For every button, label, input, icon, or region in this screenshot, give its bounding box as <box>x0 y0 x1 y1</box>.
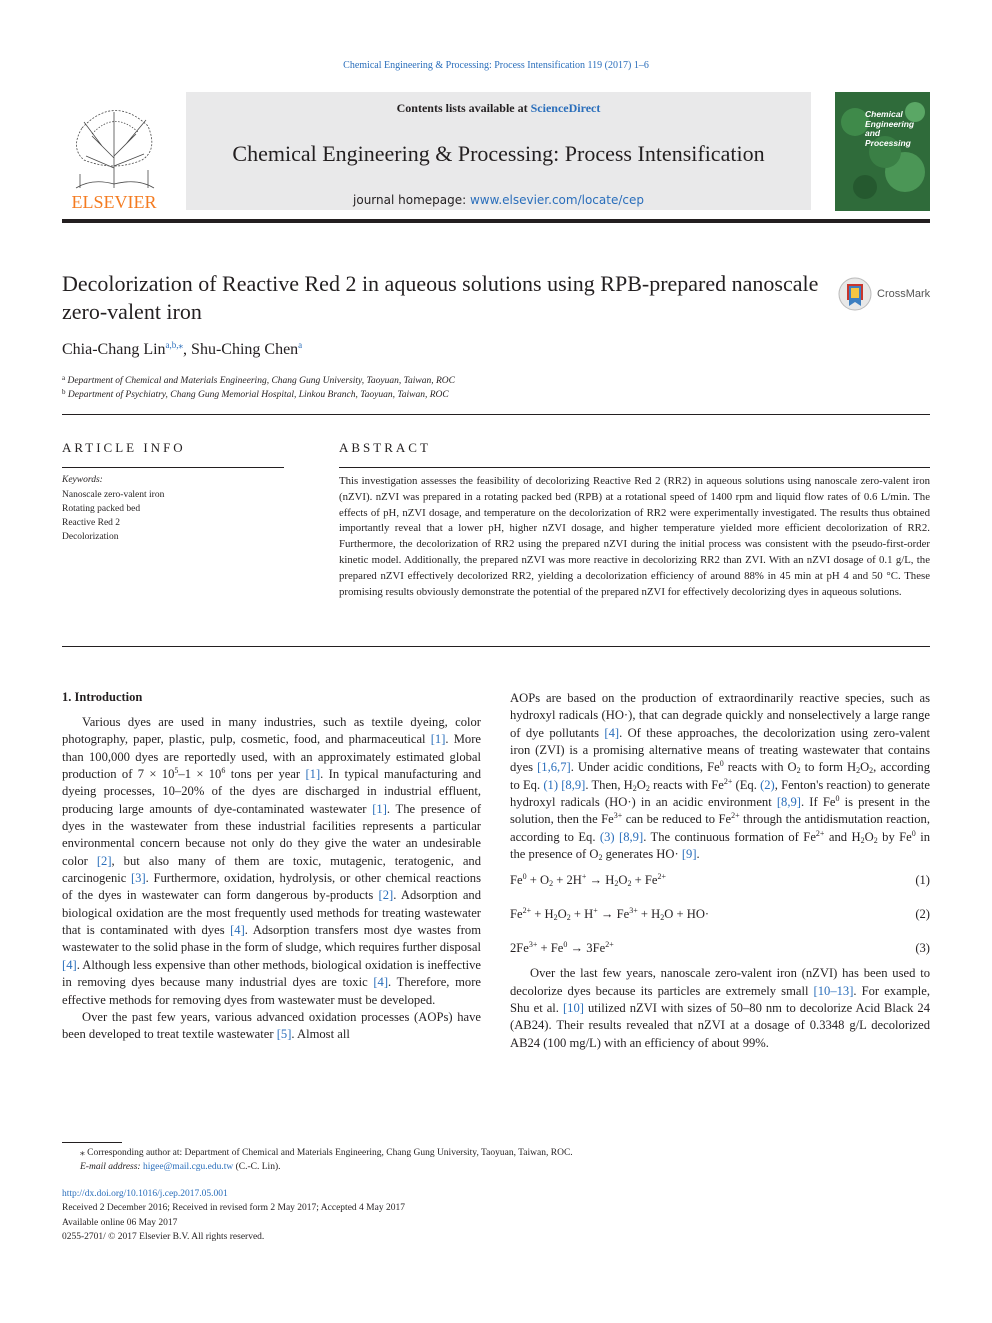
email-suffix: (C.-C. Lin). <box>233 1162 281 1172</box>
intro-paragraph-2: Over the past few years, various advanced oxidation processes (AOPs) have been developed to treat textile wastewater [5]. Almost all <box>62 1009 481 1042</box>
reference-link[interactable]: [4] <box>373 975 389 990</box>
crossmark-label: CrossMark <box>877 288 931 300</box>
journal-title: Chemical Engineering & Processing: Process Intensification <box>232 141 765 166</box>
keyword: Nanoscale zero-valent iron <box>62 490 165 500</box>
keyword: Reactive Red 2 <box>62 518 121 528</box>
divider <box>339 467 930 468</box>
crossmark-badge[interactable] <box>837 276 937 314</box>
reference-link[interactable]: [3] <box>130 871 146 886</box>
email-link[interactable]: higee@mail.cgu.edu.tw <box>142 1162 234 1172</box>
keywords-label: Keywords: <box>62 475 103 485</box>
affiliation-text: Department of Chemical and Materials Engineering, Chang Gung University, Taoyuan, Taiwan, ROC <box>67 376 455 386</box>
homepage-prefix: journal homepage: <box>353 193 470 207</box>
reference-link[interactable]: [8,9] <box>561 777 586 792</box>
journal-citation-link[interactable]: Chemical Engineering & Processing: Process Intensification 119 (2017) 1–6 <box>343 60 649 71</box>
equation-3: $2Fe^{3+} + Fe^0 \to 3Fe^{2+}$ (3) <box>510 931 930 965</box>
equation-number: (3) <box>915 941 930 956</box>
footnote-rule <box>62 1142 122 1143</box>
author-name[interactable]: Chia-Chang Lin <box>62 341 166 358</box>
reference-link[interactable]: [4] <box>62 957 77 972</box>
reference-link[interactable]: [4] <box>230 923 245 938</box>
equation-number: (2) <box>915 907 930 922</box>
reference-link[interactable]: [1] <box>372 801 387 816</box>
received-dates: Received 2 December 2016; Received in revised form 2 May 2017; Accepted 4 May 2017 <box>62 1203 405 1213</box>
affiliation-mark: b <box>62 388 66 396</box>
copyright: 0255-2701/ © 2017 Elsevier B.V. All rights reserved. <box>62 1232 265 1242</box>
keyword: Rotating packed bed <box>62 504 141 514</box>
header-rule <box>62 219 930 223</box>
author-name[interactable]: Shu-Ching Chen <box>191 341 299 358</box>
elsevier-logo <box>62 98 166 212</box>
affiliation-mark: a <box>62 374 66 382</box>
reference-link[interactable]: [1] <box>305 767 321 782</box>
reference-link[interactable]: [9] <box>681 847 697 862</box>
equation-number: (1) <box>915 873 930 888</box>
reference-link[interactable]: [2] <box>378 888 394 903</box>
equation-link[interactable]: (1) <box>543 777 559 792</box>
equation-link[interactable]: (2) <box>760 777 775 792</box>
keyword: Decolorization <box>62 532 119 542</box>
author-list <box>62 340 302 359</box>
svg-text:ELSEVIER: ELSEVIER <box>71 192 157 212</box>
corresponding-author-note: ⁎ Corresponding author at: Department of Chemical and Materials Engineering, Chang Gung University, Taoyuan, Taiwan, ROC. <box>80 1148 573 1158</box>
crossmark-icon <box>837 276 873 312</box>
reference-link[interactable]: [1,6,7] <box>537 760 571 775</box>
reference-link[interactable]: [2] <box>96 853 112 868</box>
sciencedirect-link[interactable]: ScienceDirect <box>530 101 601 115</box>
reference-link[interactable]: [5] <box>276 1027 292 1042</box>
affiliation-a <box>62 374 455 386</box>
reference-link[interactable]: [10] <box>562 1001 584 1016</box>
abstract-text: This investigation assesses the feasibility of decolorizing Reactive Red 2 (RR2) in aqueous solutions using nanoscale zero-valent iron (nZVI). nZVI was prepared in a rotating packed bed (RPB) at a rotational speed of 1400 rpm and liquid flow rates of 0.6 L/min. The effects of pH, nZVI dosage, and temperature on the decolorization of RR2 were experimentally investigated. The results thus obtained importantly reveal that a lower pH, higher nZVI dosage, and higher temperature yielded more efficient decolorization of RR2. Furthermore, the decolorization of RR2 using the prepared nZVI during the initial process was consistent with the pseudo-first-order kinetic model. Additionally, the prepared nZVI was more reactive in decolorizing RR2 than ZVI. With an nZVI dosage of 0.1 g/L, the prepared nZVI effectively decolorized RR2, yielding a decolorization efficiency of around 88% in 45 min at pH 4 and 50 °C. These promising results obviously demonstrate the potential of the prepared nZVI for effectively decolorizing dyes in aqueous solutions. <box>339 475 930 598</box>
reference-link[interactable]: [4] <box>604 725 620 740</box>
cover-title: Chemical Engineering and Processing <box>865 109 915 148</box>
reference-link[interactable]: [8,9] <box>776 795 801 810</box>
available-online: Available online 06 May 2017 <box>62 1218 178 1228</box>
author-separator: , <box>183 341 192 358</box>
contents-availability <box>186 101 811 116</box>
elsevier-tree-icon <box>62 98 166 212</box>
reference-link[interactable]: [8,9] <box>619 829 644 844</box>
author-affiliation-marks[interactable]: a,b, <box>165 340 179 350</box>
journal-cover-image[interactable] <box>835 92 930 211</box>
divider <box>62 646 930 647</box>
equation-2: $Fe^{2+} + H_2O_2 + H^+ \to Fe^{3+} + H_2O + HO\cdot$ (2) <box>510 897 930 931</box>
reference-link[interactable]: [1] <box>430 732 446 747</box>
reference-link[interactable]: [10–13] <box>813 983 854 998</box>
affiliation-text: Department of Psychiatry, Chang Gung Memorial Hospital, Linkou Branch, Taoyuan, Taiwan, ROC <box>67 390 449 400</box>
intro-paragraph-3: AOPs are based on the production of extraordinarily reactive species, such as hydroxyl radicals (HO·), that can degrade quickly and nonselectively a large range of dye pollutants [4]. Of these approaches, the decolorization using zero-valent iron (ZVI) is a promising alternative means of treating wastewater that contains dyes [1,6,7]. Under acidic conditions, Fe$^0$ reacts with $O_2$ to form $H_2O_2$, according to Eq. (1) [8,9]. Then, $H_2O_2$ reacts with $Fe^{2+}$ (Eq. (2), Fenton's reaction) to generate hydroxyl radicals (HO·) in an acidic environment [8,9]. If Fe$^0$ is present in the solution, then the $Fe^{3+}$ can be reduced to $Fe^{2+}$ through the antidismutation reaction, according to Eq. (3) [8,9]. The continuous formation of $Fe^{2+}$ and $H_2O_2$ by Fe$^0$ in the presence of $O_2$ generates HO· [9]. <box>510 691 931 863</box>
email-label: E-mail address: <box>80 1162 143 1172</box>
divider <box>62 414 930 415</box>
homepage-link[interactable]: www.elsevier.com/locate/cep <box>469 193 644 207</box>
paper-title: Decolorization of Reactive Red 2 in aqueous solutions using RPB-prepared nanoscale zero-valent iron <box>62 271 819 324</box>
body-column-left <box>62 690 481 1044</box>
doi-link[interactable]: http://dx.doi.org/10.1016/j.cep.2017.05.001 <box>62 1189 228 1199</box>
intro-paragraph-4: Over the last few years, nanoscale zero-valent iron (nZVI) has been used to decolorize dyes because its particles are extremely small [10–13]. For example, Shu et al. [10] utilized nZVI with sizes of 50–80 nm to decolorize Acid Black 24 (AB24). Their results revealed that nZVI at a dosage of 0.3348 g/L decolorized AB24 (100 mg/L) with an efficiency of about 99%. <box>510 966 930 1050</box>
journal-homepage <box>186 193 811 207</box>
email-note <box>80 1162 280 1172</box>
equation-1: $Fe^0 + O_2 + 2H^+ \to H_2O_2 + Fe^{2+}$ (1) <box>510 863 930 897</box>
author-affiliation-marks[interactable]: a <box>298 340 303 350</box>
contents-prefix: Contents lists available at <box>396 101 531 115</box>
divider <box>62 467 284 468</box>
affiliation-b <box>62 388 449 400</box>
article-info-heading: ARTICLE INFO <box>62 440 186 455</box>
abstract-heading: ABSTRACT <box>339 440 431 455</box>
section-title: 1. Introduction <box>62 690 143 704</box>
intro-paragraph-1: Various dyes are used in many industries, such as textile dyeing, color photography, paper, plastic, pulp, cosmetic, food, and pharmaceutical [1]. More than 100,000 dyes are reportedly used, with an approximately estimated global production of $7 \times 10^5-1 \times 10^6$ tons per year [1]. In typical manufacturing and dyeing processes, 10–20% of the dyes are discharged in industrial effluent, producing large amounts of dye-contaminated wastewater [1]. The presence of dyes in the wastewater from these industrial facilities represents a particular environmental concern because not only do they give the water an undesirable color [2], but also many of them are toxic, mutagenic, teratogenic, and carcinogenic [3]. Furthermore, oxidation, hydrolysis, or other chemical reactions of the dyes in wastewater can form dangerous by-products [2]. Adsorption and biological oxidation are the most frequently used methods for treating wastewater that is contaminated with dyes [4]. Adsorption transfers most dye wastes from wastewater to the solid phase in the form of sludge, which requires further disposal [4]. Although less expensive than other methods, biological oxidation is ineffective in removing dyes because many industrial dyes are toxic [4]. Therefore, more effective methods for removing dyes from wastewater must be developed. <box>62 715 482 1007</box>
equation-link[interactable]: (3) <box>599 829 615 844</box>
corresponding-text: Corresponding author at: Department of Chemical and Materials Engineering, Chang Gung University, Taoyuan, Taiwan, ROC. <box>87 1148 573 1158</box>
corresponding-star[interactable]: ⁎ <box>178 340 184 350</box>
body-column-right <box>510 690 930 1052</box>
